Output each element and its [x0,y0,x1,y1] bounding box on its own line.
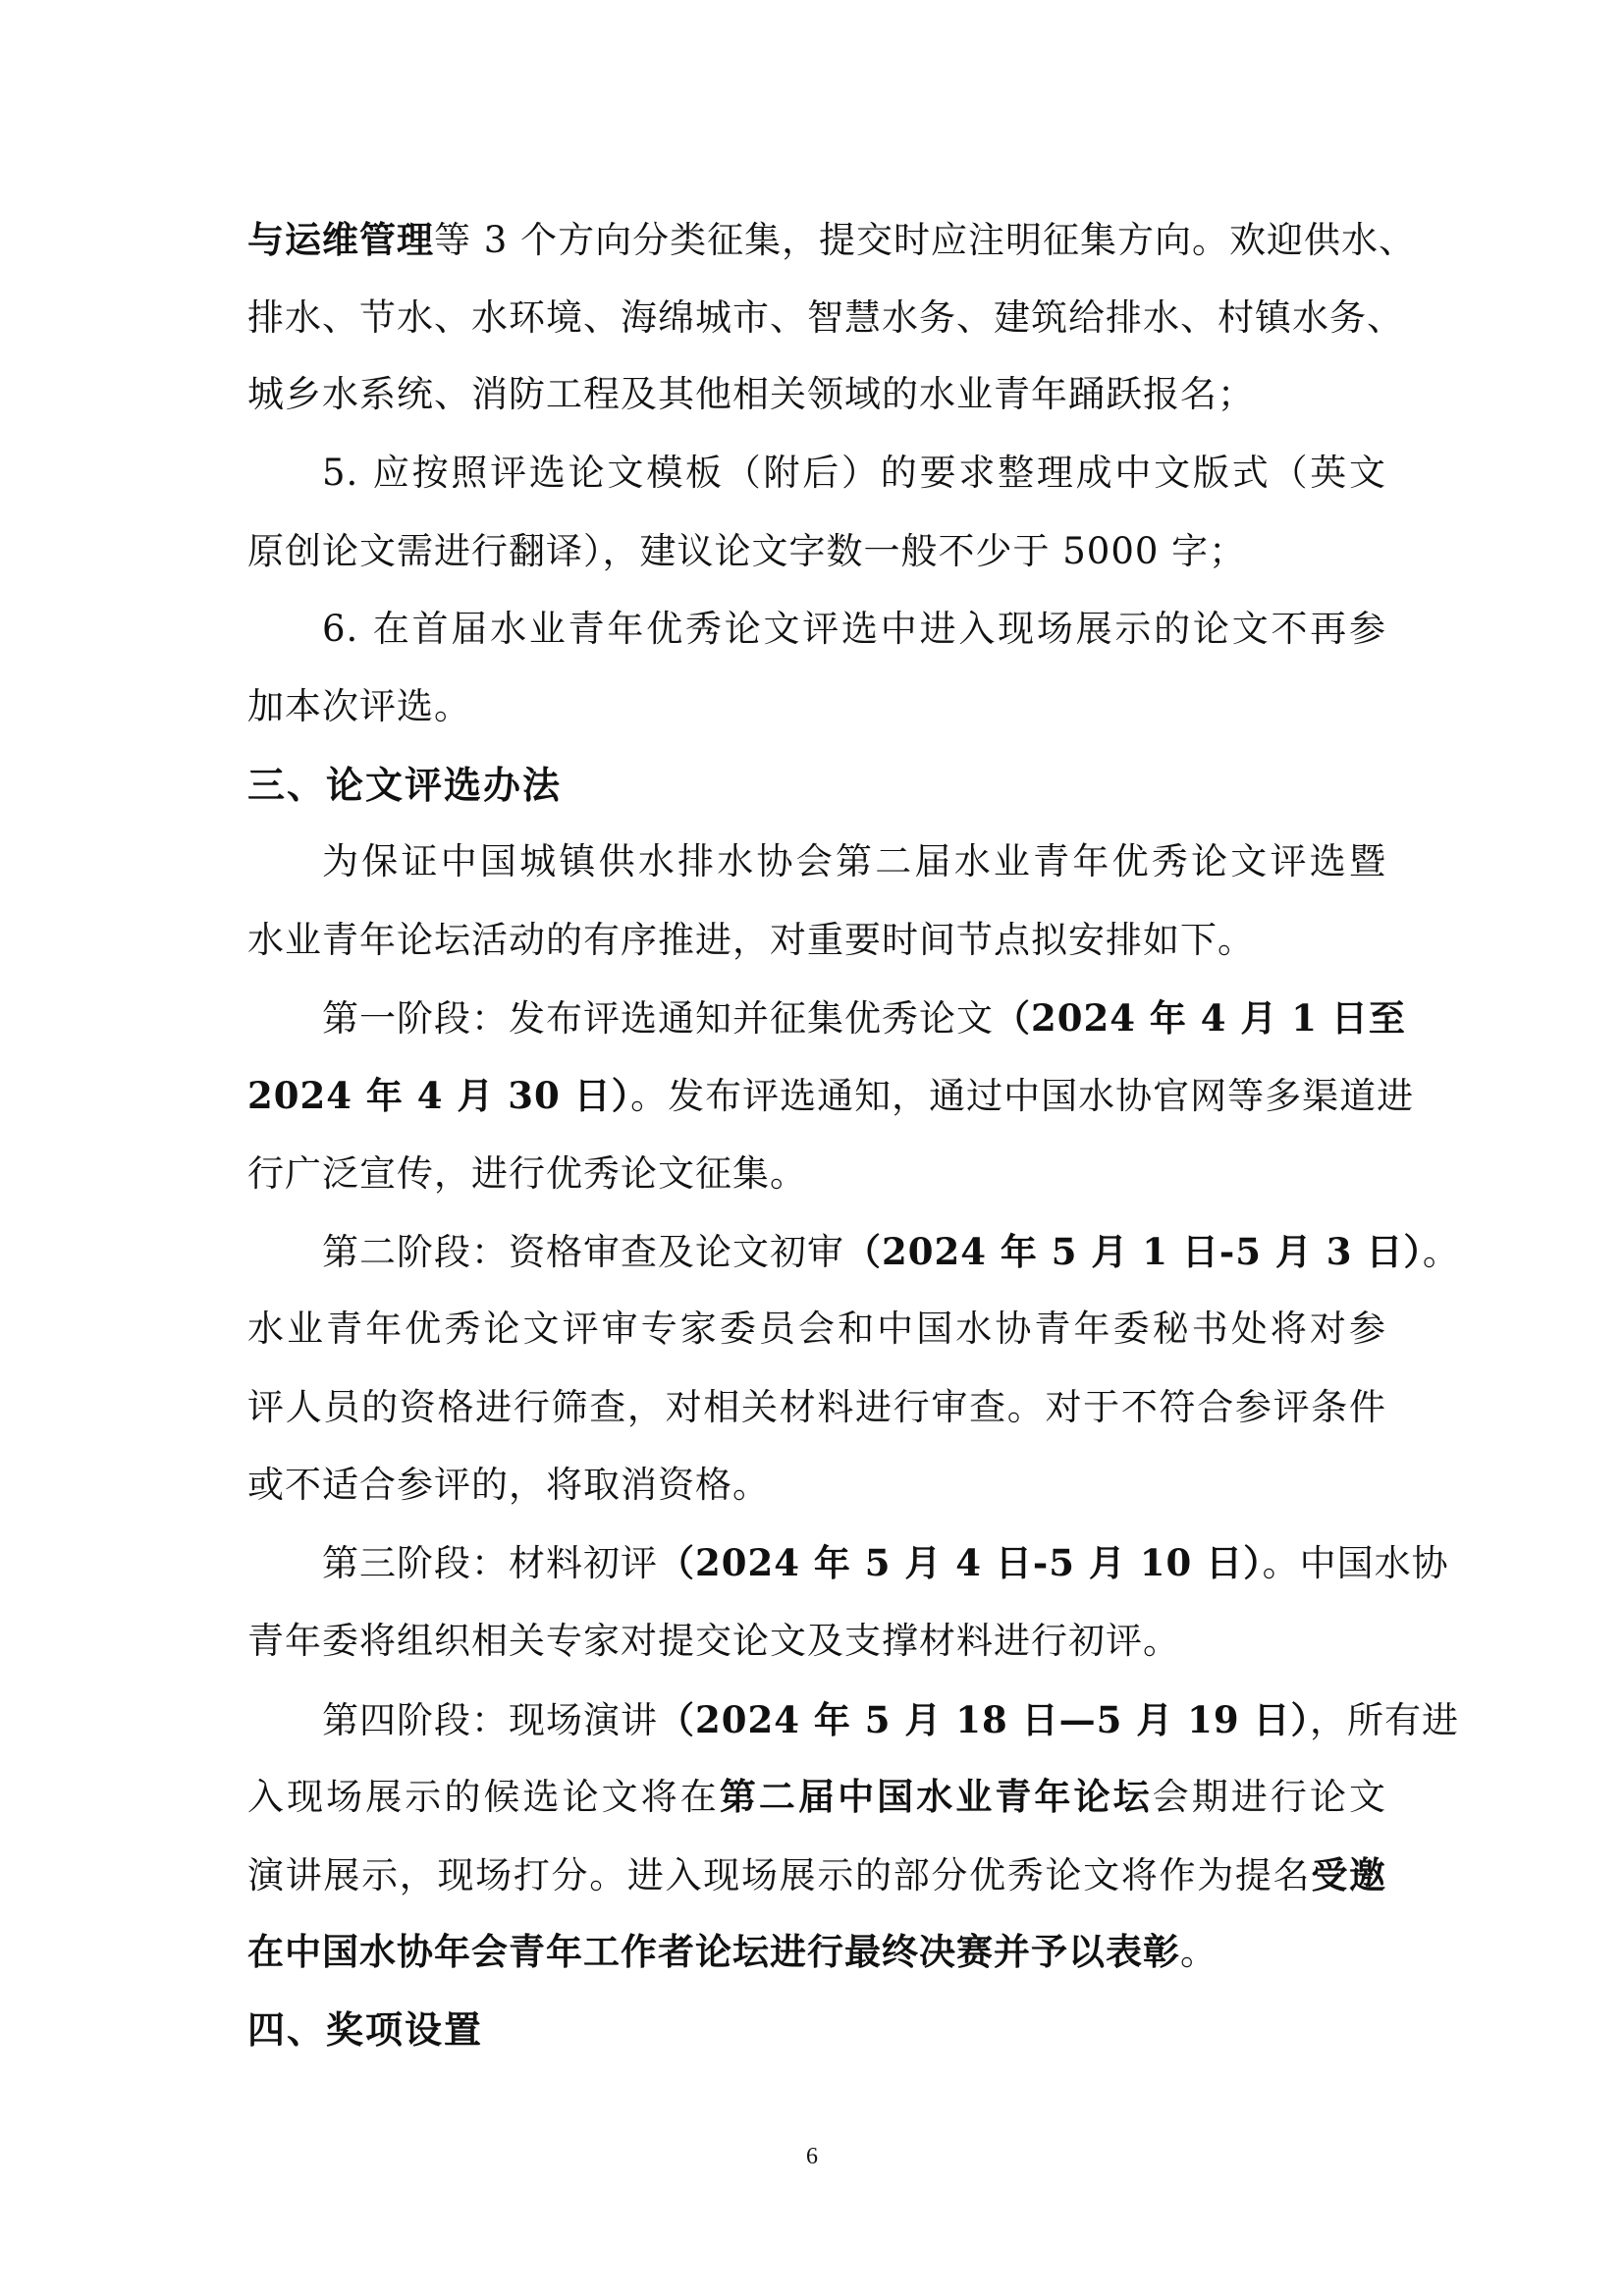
bold-text: （2024 年 4 月 1 日至 [994,996,1406,1040]
paragraph-line [322,448,1386,499]
text: 。 [1180,1931,1218,1973]
text: 6. 在首届水业青年优秀论文评选中进入现场展示的论文不再参 [322,608,1386,650]
paragraph-line [247,1304,1386,1355]
paragraph-line [247,293,1404,344]
bold-text: 第二届中国水业青年论坛 [719,1775,1153,1818]
text: 评人员的资格进行筛查，对相关材料进行审查。对于不符合参评条件 [247,1386,1386,1428]
text: 入现场展示的候选论文将在 [247,1776,720,1818]
text: 水业青年论坛活动的有序推进，对重要时间节点拟安排如下。 [247,919,1255,961]
text: 演讲展示，现场打分。进入现场展示的部分优秀论文将作为提名 [247,1854,1312,1896]
bold-text: （2024 年 5 月 4 日-5 月 10 日） [658,1541,1263,1584]
text: 加本次评选。 [247,685,471,727]
text: 或不适合参评的，将取消资格。 [247,1464,770,1506]
bold-text: 与运维管理 [247,218,434,261]
text: 行广泛宣传，进行优秀论文征集。 [247,1152,807,1195]
text: ，所有进 [1310,1699,1459,1741]
section-heading: 三、论文评选办法 [247,764,563,807]
text: 为保证中国城镇供水排水协会第二届水业青年优秀论文评选暨 [322,840,1386,882]
paragraph-line [247,915,1386,966]
paragraph-line [247,1070,1415,1121]
paragraph-line [247,214,1417,265]
text: 第三阶段：材料初评 [322,1542,658,1584]
paragraph-line [322,1694,1459,1745]
text: 第四阶段：现场演讲 [322,1699,658,1741]
paragraph-line [247,1771,1386,1822]
page-number: 6 [806,2144,818,2169]
paragraph-line [247,681,1386,732]
paragraph-line [247,1148,1386,1200]
text: 青年委将组织相关专家对提交论文及支撑材料进行初评。 [247,1620,1180,1662]
text: 会期进行论文 [1152,1776,1387,1818]
paragraph-line [247,1849,1386,1900]
paragraph-line [247,526,1386,577]
bold-text: 2024 年 4 月 30 日） [247,1074,631,1117]
text: 原创论文需进行翻译），建议论文字数一般不少于 5000 字； [247,530,1247,572]
bold-text: （2024 年 5 月 18 日—5 月 19 日） [658,1698,1310,1741]
paragraph-line [247,1616,1386,1667]
paragraph-line [322,1226,1460,1277]
paragraph-line [247,1460,1386,1511]
text: 。中国水协 [1262,1542,1449,1584]
text: 排水、节水、水环境、海绵城市、智慧水务、建筑给排水、村镇水务、 [247,296,1404,339]
text: 等 3 个方向分类征集，提交时应注明征集方向。欢迎供水、 [434,219,1417,261]
bold-text: 在中国水协年会青年工作者论坛进行最终决赛并予以表彰 [247,1930,1180,1973]
text: 第一阶段：发布评选通知并征集优秀论文 [322,997,994,1040]
text: 城乡水系统、消防工程及其他相关领域的水业青年踊跃报名； [247,373,1255,415]
paragraph-line [322,604,1386,655]
paragraph-line [322,1537,1449,1588]
text: 。 [1422,1231,1460,1273]
text: 5. 应按照评选论文模板（附后）的要求整理成中文版式（英文 [322,452,1386,494]
paragraph-line [247,1926,1386,1977]
text: 第二阶段：资格审查及论文初审 [322,1231,844,1273]
paragraph-line [247,369,1386,420]
text: 水业青年优秀论文评审专家委员会和中国水协青年委秘书处将对参 [247,1308,1386,1350]
text: 。发布评选通知，通过中国水协官网等多渠道进 [630,1075,1415,1117]
paragraph-line [322,836,1386,887]
bold-text: （2024 年 5 月 1 日-5 月 3 日） [844,1230,1423,1273]
bold-text: 受邀 [1311,1853,1387,1896]
section-heading: 四、奖项设置 [247,2008,484,2052]
paragraph-line [247,1382,1386,1433]
paragraph-line [322,992,1406,1043]
